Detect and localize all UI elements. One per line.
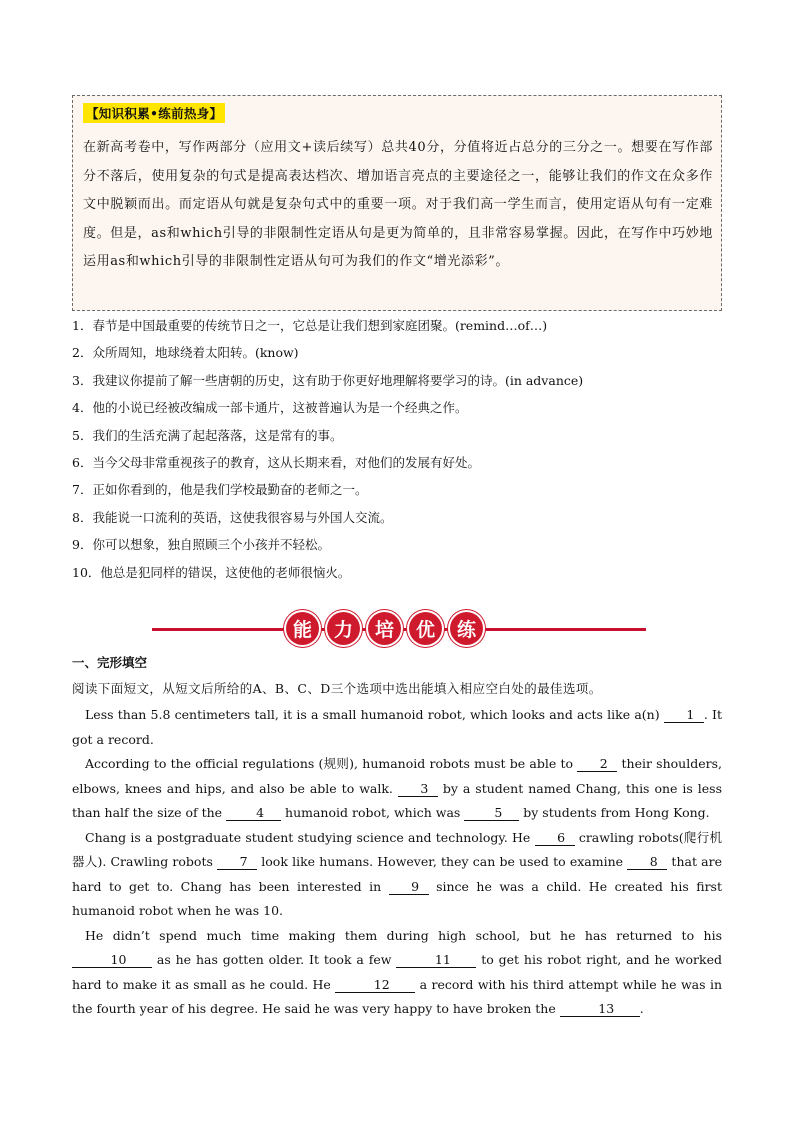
banner-char: 练 [450,612,483,645]
banner-char: 优 [409,612,442,645]
knowledge-box [72,95,722,311]
blank: 2 [577,756,617,772]
text-run: look like humans. However, they can be used to examine [257,854,628,869]
text-run: . It got a record. [72,707,722,747]
text-run: to get his robot right, and he worked hard to make it as small as he could. He [72,952,722,992]
banner-char: 力 [327,612,360,645]
section-banner [152,612,646,648]
blank: 3 [398,781,438,797]
list-item: 5．我们的生活充满了起起落落，这是常有的事。 [72,427,343,443]
blank: 12 [335,977,415,993]
text-run: that are hard to get to. Chang has been interested in [72,854,722,894]
banner-char: 培 [368,612,401,645]
list-item: 1．春节是中国最重要的传统节日之一，它总是让我们想到家庭团聚。(remind…of…) [72,318,548,333]
instructions: 阅读下面短文，从短文后所给的A、B、C、D三个选项中选出能填入相应空白处的最佳选项。 [72,681,602,696]
section-title: 一、完形填空 [72,655,148,670]
text-run: by a student named Chang, this one is less than half the size of the [72,780,722,820]
text-run: their shoulders, elbows, knees and hips, and also be able to walk. [72,756,722,796]
banner-char: 能 [286,612,319,645]
text-run: crawling robots(爬行机器人). Crawling robots [72,829,722,869]
list-item: 2．众所周知，地球绕着太阳转。(know) [72,345,299,361]
blank: 9 [389,879,429,895]
list-item: 4．他的小说已经被改编成一部卡通片，这被普遍认为是一个经典之作。 [72,400,468,416]
list-item: 9．你可以想象，独自照顾三个小孩并不轻松。 [72,537,330,553]
banner-characters [286,612,483,645]
text-run: since he was a child. He created his first humanoid robot when he was 10. [72,878,722,918]
list-item: 3．我建议你提前了解一些唐朝的历史，这有助于你更好地理解将要学习的诗。(in advance) [72,372,584,388]
blank: 11 [396,952,476,968]
blank: 4 [226,805,281,821]
blank: 1 [664,707,704,723]
text-run: as he has gotten older. It took a few [152,952,397,967]
blank: 10 [72,952,152,968]
paragraph [72,924,722,1022]
paragraph [72,703,722,752]
text-run: Less than 5.8 centimeters tall, it is a small humanoid robot, which looks and acts like a(n) [85,707,664,722]
blank: 7 [217,854,257,870]
text-run: According to the official regulations (规则), humanoid robots must be able to [85,756,578,771]
list-item: 8．我能说一口流利的英语，这使我很容易与外国人交流。 [72,509,393,525]
list-item: 10．他总是犯同样的错误，这使他的老师很恼火。 [72,564,351,580]
knowledge-box-title: 【知识积累•练前热身】 [83,103,225,123]
text-run: . [639,1001,644,1016]
blank: 5 [464,805,519,821]
knowledge-box-text: 在新高考卷中，写作两部分（应用文+读后续写）总共40分，分值将近占总分的三分之一。想要在写作部分不落后，使用复杂的句式是提高表达档次、增加语言亮点的主要途径之一，能够让我们的作文在众多作文中脱颖而出。而定语从句就是复杂句式中的重要一项。对于我们高一学生而言，使用定语从句有一定难度。但是，as和which引导的非限制性定语从句是更为简单的，且非常容易掌握。因此，在写作中巧妙地运用as和which引导的非限制性定语从句可为我们的作文“增光添彩”。 [83,140,713,269]
translation-list [72,312,722,586]
blank: 8 [627,854,667,870]
blank: 13 [560,1001,640,1017]
paragraph [72,826,722,924]
text-run: Chang is a postgraduate student studying science and technology. He [85,829,535,845]
paragraph [72,752,722,826]
list-item: 7．正如你看到的，他是我们学校最勤奋的老师之一。 [72,482,368,498]
cloze-passage [72,703,722,1022]
text-run: He didn’t spend much time making them during high school, but he has returned to his [85,927,722,943]
text-run: humanoid robot, which was [281,805,465,820]
text-run: a record with his third attempt while he was in the fourth year of his degree. He said he was very happy to have broken the [72,976,723,1016]
list-item: 6．当今父母非常重视孩子的教育，这从长期来看，对他们的发展有好处。 [72,454,480,470]
blank: 6 [535,830,575,846]
text-run: by students from Hong Kong. [519,805,710,820]
